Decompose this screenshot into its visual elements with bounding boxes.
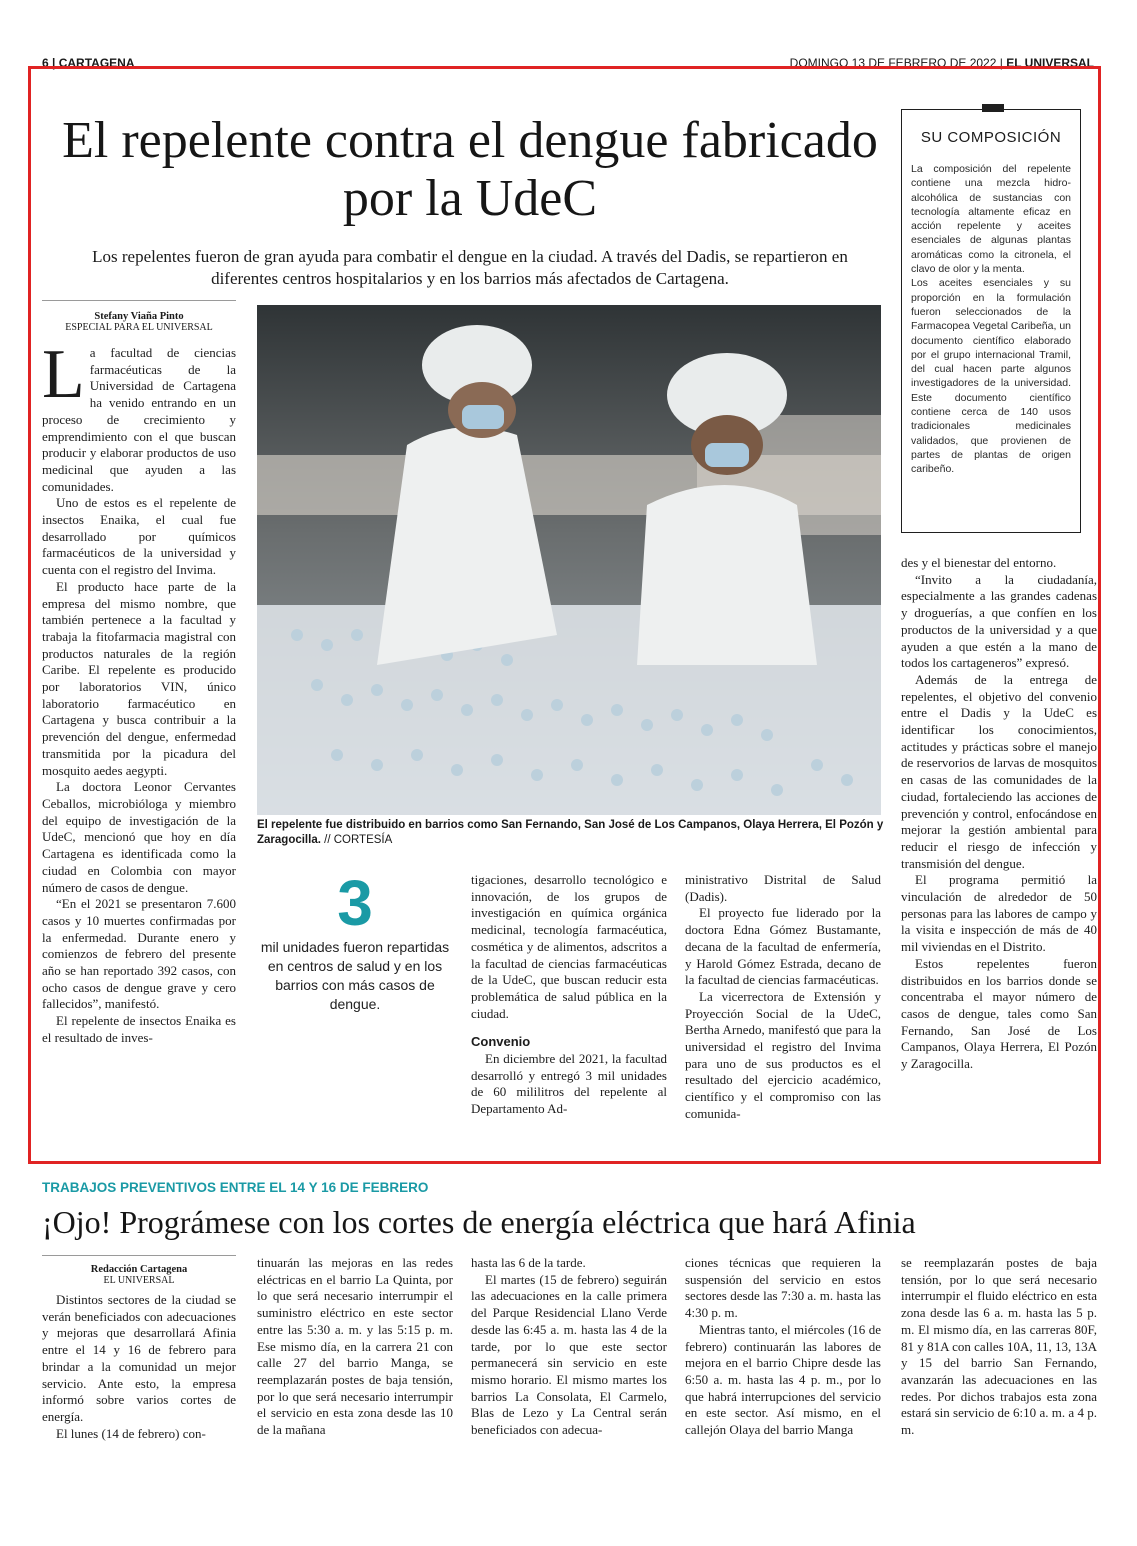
- author-role: EL UNIVERSAL: [103, 1275, 175, 1286]
- body-paragraph: ministrativo Distrital de Salud (Dadis).: [685, 872, 881, 904]
- body-paragraph: “En el 2021 se presentaron 7.600 casos y 10 muertes confirmadas por la enfermedad. Durante enero y comienzos de febrero del presente año se han reportado 392 casos, con ocho casos de dengue grave y cero fallecidos”, manifestó.: [42, 896, 236, 1012]
- author-role: ESPECIAL PARA EL UNIVERSAL: [65, 322, 213, 333]
- page-date-line: DOMINGO 13 DE FEBRERO DE 2022 | EL UNIVERSAL: [789, 56, 1094, 70]
- article2-byline: [42, 1255, 236, 1286]
- body-paragraph: Distintos sectores de la ciudad se verán beneficiados con adecuaciones y mejoras que desarrollará Afinia entre el 14 y 16 de febrero para brindar a la comunidad un mejor servicio. Ante esto, la empresa informó sobre varios cortes de energía.: [42, 1292, 236, 1424]
- article-column-1: [42, 336, 236, 1047]
- composition-sidebar: [901, 109, 1081, 533]
- body-paragraph: El repelente de insectos Enaika es el resultado de inves-: [42, 1013, 236, 1045]
- body-paragraph: tinuarán las mejoras en las redes eléctricas en el barrio La Quinta, por lo que será necesario interrumpir el suministro eléctrico en este sector entre las 5:30 a. m. y las 5:15 p. m. Ese mismo día, en la carrera 21 con calle 27 del barrio Manga, se reemplazarán postes de baja tensión, por lo que será necesario interrumpir el servicio en esta zona desde las 10 de la mañana: [257, 1255, 453, 1438]
- sidebar-paragraph: La composición del repelente contiene una mezcla hidro-alcohólica de sustancias con tecnología altamente eficaz en acción repelente y aceites esenciales de algunas plantas aromáticas como la citronela, el clavo de olor y la menta.: [911, 163, 1071, 276]
- article-column-4: [685, 872, 881, 1123]
- article2-column-1: [42, 1292, 236, 1442]
- author-name: Redacción Cartagena: [90, 1264, 188, 1275]
- subhead-convenio: Convenio: [471, 1034, 531, 1050]
- stat-number: 3: [337, 867, 373, 939]
- article2-column-5: [901, 1255, 1097, 1439]
- article-column-3: [471, 872, 667, 1118]
- body-paragraph: El proyecto fue liderado por la doctora Edna Gómez Bustamante, decana de la facultad de enfermería, y Harold Gómez Estrada, decano de la facultad de ciencias farmacéuticas.: [685, 905, 881, 988]
- article2-headline: ¡Ojo! Prográmese con los cortes de energía eléctrica que hará Afinia: [42, 1204, 916, 1240]
- author-name: Stefany Viaña Pinto: [94, 311, 184, 322]
- body-paragraph: El producto hace parte de la empresa del mismo nombre, que también pertenece a la facultad y trabaja la fitofarmacia magistral con productos naturales de la región Caribe. El repelente es producido por laboratorios VIN, único laboratorio farmacéutico en Cartagena y busca contribuir a la prevención del dengue, enfermedad transmitida por la picadura del mosquito aedes aegypti.: [42, 578, 236, 778]
- sidebar-paragraph: Los aceites esenciales y su proporción en la formulación fueron seleccionados de la Farmacopea Vegetal Caribeña, un documento científico elaborado por el grupo internacional Tramil, del cual hacen parte algunos investigadores de la universidad. Este documento científico contiene cerca de 140 usos tradicionales medicinales validados, que provienen de partes de plantas de origen caribeño.: [911, 277, 1071, 476]
- body-paragraph: se reemplazarán postes de baja tensión, por lo que será necesario interrumpir el fluido eléctrico en esta zona desde las 6 a. m. hasta las 5 p. m. El mismo día, en las carreras 80F, 81 y 81A con calles 10A, 11, 13, 13A y 15 del barrio San Fernando, avanzarán las adecuaciones en las redes. Por dichos trabajos esta zona estará sin servicio de 6:10 a. m. a 4 p. m.: [901, 1255, 1097, 1438]
- article-deck: Los repelentes fueron de gran ayuda para combatir el dengue en la ciudad. A través del Dadis, se repartieron en diferentes centros hospitalarios y en los barrios más afectados de Cartagena.: [92, 247, 848, 288]
- body-paragraph: “Invito a la ciudadanía, especialmente a las grandes cadenas y droguerías, a que confíen en los productos de la universidad y a que ayuden a que estén a la mano de todos los cartageneros” expresó.: [901, 571, 1097, 671]
- article2-column-3: [471, 1255, 667, 1439]
- article2-column-4: [685, 1255, 881, 1439]
- stat-text: mil unidades fueron repartidas en centros de salud y en los barrios con más casos de dengue.: [260, 939, 450, 1012]
- article2-column-2: [257, 1255, 453, 1439]
- body-paragraph: La vicerrectora de Extensión y Proyección Social de la UdeC, Bertha Arnedo, manifestó que para la universidad el registro del Invima para uno de sus productos es el resultado del ejercicio académico, científico y el compromiso con las comunida-: [685, 988, 881, 1121]
- photo-caption: [257, 818, 887, 848]
- section-name: CARTAGENA: [58, 56, 135, 70]
- sidebar-title: SU COMPOSICIÓN: [920, 129, 1062, 146]
- sidebar-tab: [982, 104, 1004, 112]
- body-paragraph: des y el bienestar del entorno.: [901, 555, 1057, 570]
- article2-kicker: TRABAJOS PREVENTIVOS ENTRE EL 14 Y 16 DE FEBRERO: [42, 1180, 429, 1195]
- byline: [42, 300, 236, 333]
- article-column-5: [901, 555, 1097, 1073]
- paper-name: EL UNIVERSAL: [1006, 56, 1094, 70]
- date: DOMINGO 13 DE FEBRERO DE 2022: [789, 56, 997, 70]
- body-paragraph: Estos repelentes fueron distribuidos en los barrios donde se concentraba el mayor número de casos de dengue, tales como San Fernando, San José de Los Campanos, Olaya Herrera, El Pozón y Zaragocilla.: [901, 955, 1097, 1072]
- photo-credit: // CORTESÍA: [324, 834, 393, 846]
- body-paragraph: Además de la entrega de repelentes, el objetivo del convenio entre el Dadis y la UdeC es identificar los conocimientos, actitudes y prácticas sobre el manejo de reservorios de larvas de mosquitos en casas de las comunidades de la ciudad, fortaleciendo las acciones de prevención y control, enfocándose en mejorar la gestión ambiental para reducir el riesgo de infección y transmisión del dengue.: [901, 671, 1097, 871]
- body-paragraph: El programa permitió la vinculación de alrededor de 50 personas para las labores de campo y la visita e inspección de más de 40 mil viviendas en el Distrito.: [901, 872, 1097, 955]
- body-paragraph: La doctora Leonor Cervantes Ceballos, microbióloga y miembro del equipo de investigación de la UdeC, mencionó que hoy en día Cartagena es identificada como la ciudad en Colombia con mayor número de casos de dengue.: [42, 779, 236, 895]
- stat-callout: [257, 868, 453, 1014]
- body-paragraph: ciones técnicas que requieren la suspensión del servicio en estos sectores desde las 7:30 a. m. hasta las 4:30 p. m.: [685, 1255, 881, 1321]
- dropcap: L: [42, 336, 85, 413]
- page-section: 6 | CARTAGENA: [42, 56, 135, 70]
- caption-text: El repelente fue distribuido en barrios como San Fernando, San José de Los Campanos, Olaya Herrera, El Pozón y Zaragocilla.: [257, 819, 884, 846]
- lead-paragraph: La facultad de ciencias farmacéuticas de la Universidad de Cartagena ha venido entrando en un proceso de crecimiento y emprendimiento con el que buscan producir y elaborar productos de uso medicinal que ayuden a las comunidades.: [42, 336, 236, 494]
- photo-illustration: [257, 305, 881, 815]
- page-number: 6: [42, 56, 49, 70]
- body-paragraph: El lunes (14 de febrero) con-: [56, 1425, 206, 1441]
- body-paragraph: Uno de estos es el repelente de insectos Enaika, el cual fue desarrollado por químicos farmacéuticos de la universidad y cuenta con el registro del Invima.: [42, 495, 236, 578]
- body-paragraph: tigaciones, desarrollo tecnológico e innovación, de los grupos de investigación en química orgánica medicinal, tecnología farmacéutica, cosmética y de alimentos, adscritos a la facultad de ciencias farmacéuticas de la UdeC, que buscan reducir esta problemática de salud pública en la ciudad.: [471, 872, 667, 1021]
- article-headline: El repelente contra el dengue fabricado por la UdeC: [62, 112, 878, 227]
- body-paragraph: En diciembre del 2021, la facultad desarrolló y entregó 3 mil unidades de 60 mililitros del repelente al Departamento Ad-: [471, 1051, 667, 1117]
- body-paragraph: hasta las 6 de la tarde.: [471, 1255, 586, 1270]
- body-paragraph: Mientras tanto, el miércoles (16 de febrero) continuarán las labores de mejora en el barrio Chipre desde las 6:50 a. m. hasta las 4 p. m., por lo que habrá interrupciones del servicio en este sector. Así mismo, en el callejón Olaya del barrio Manga: [685, 1321, 881, 1438]
- lab-workers-photo: [257, 305, 881, 815]
- body-paragraph: El martes (15 de febrero) seguirán las adecuaciones en la calle primera del Parque Residencial Llano Verde desde las 6:45 a. m. hasta las 4 de la tarde, por lo que este sector permanecerá sin servicio en este mismo horario. El mismo martes los barrios La Consolata, El Carmelo, Blas de Lezo y La Central serán beneficiados con adecua-: [471, 1271, 667, 1438]
